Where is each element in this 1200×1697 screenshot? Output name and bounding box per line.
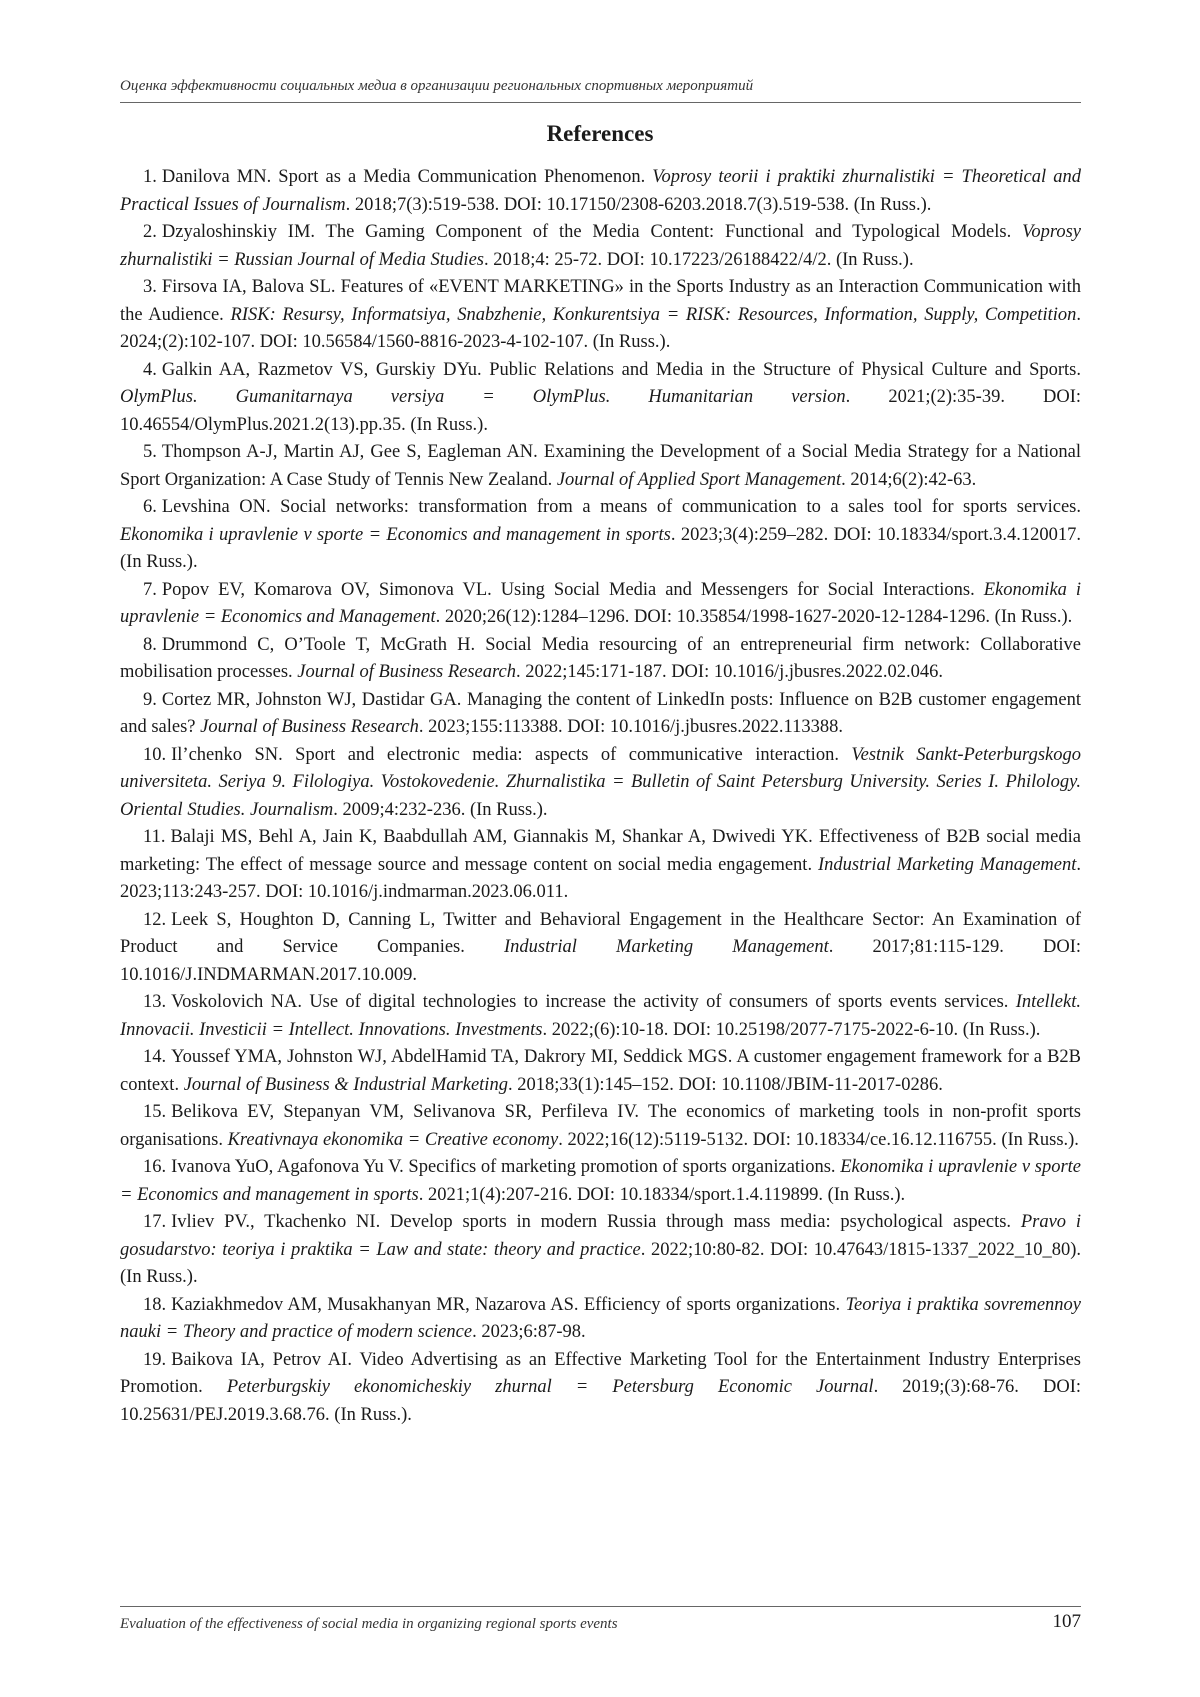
reference-details: . 2014;6(2):42-63. [841, 469, 977, 490]
reference-number: 4. [143, 359, 157, 380]
reference-journal: Teoriya i praktika sovremennoy nauki = Theory and practice of modern science [120, 1294, 1081, 1342]
reference-authors-title: Youssef YMA, Johnston WJ, AbdelHamid TA, Dakrory MI, Seddick MGS. A customer engagement framework for a B2B context. [120, 1047, 1081, 1095]
reference-journal: Pravo i gosudarstvo: teoriya i praktika = Law and state: theory and practice [120, 1212, 1081, 1260]
reference-item [120, 687, 1081, 742]
reference-details: . 2018;4: 25-72. DOI: 10.17223/26188422/4/2. (In Russ.). [483, 249, 914, 270]
reference-journal: Voprosy teorii i praktiki zhurnalistiki = Theoretical and Practical Issues of Journalism [120, 167, 1081, 215]
reference-number: 9. [143, 689, 157, 710]
reference-item [120, 357, 1081, 440]
reference-item [120, 577, 1081, 632]
reference-details: . 2020;26(12):1284–1296. DOI: 10.35854/1998-1627-2020-12-1284-1296. (In Russ.). [435, 607, 1073, 627]
reference-item [120, 1347, 1081, 1430]
reference-item [120, 219, 1081, 274]
reference-number: 6. [143, 497, 157, 517]
reference-authors-title: Dzyaloshinskiy IM. The Gaming Component of the Media Content: Functional and Typological Models. [161, 222, 1023, 242]
reference-number: 19. [143, 1349, 167, 1370]
reference-authors-title: Leek S, Houghton D, Canning L, Twitter and Behavioral Engagement in the Healthcare Sector: An Examination of Product and Service Companies. [120, 909, 1081, 957]
reference-list [120, 164, 1081, 1429]
reference-journal: Peterburgskiy ekonomicheskiy zhurnal = Petersburg Economic Journal [226, 1377, 874, 1397]
reference-authors-title: Voskolovich NA. Use of digital technologies to increase the activity of consumers of sports events services. [171, 992, 1016, 1012]
reference-number: 18. [143, 1294, 167, 1315]
reference-details: . 2021;1(4):207-216. DOI: 10.18334/sport.1.4.119899. (In Russ.). [418, 1184, 906, 1205]
reference-authors-title: Firsova IA, Balova SL. Features of «EVENT MARKETING» in the Sports Industry as an Interaction Communication with the Audience. [120, 277, 1081, 325]
reference-authors-title: Danilova MN. Sport as a Media Communication Phenomenon. [161, 167, 653, 187]
reference-details: . 2022;10:80-82. DOI: 10.47643/1815-1337_2022_10_80). (In Russ.). [120, 1239, 1081, 1287]
reference-item [120, 494, 1081, 577]
page-footer [120, 1606, 1081, 1633]
reference-authors-title: Ivanova YuO, Agafonova Yu V. Specifics of marketing promotion of sports organizations. [171, 1157, 841, 1177]
reference-journal: Kreativnaya ekonomika = Creative economy [227, 1129, 559, 1150]
reference-number: 1. [143, 167, 157, 187]
reference-authors-title: Galkin AA, Razmetov VS, Gurskiy DYu. Public Relations and Media in the Structure of Physical Culture and Sports. [161, 359, 1081, 380]
reference-details: . 2017;81:115-129. DOI: 10.1016/J.INDMARMAN.2017.10.009. [120, 937, 1081, 985]
reference-details: . 2022;(6):10-18. DOI: 10.25198/2077-7175-2022-6-10. (In Russ.). [542, 1019, 1041, 1040]
reference-authors-title: Cortez MR, Johnston WJ, Dastidar GA. Managing the content of LinkedIn posts: Influence on B2B customer engagement and sales? [120, 689, 1081, 737]
reference-authors-title: Thompson A-J, Martin AJ, Gee S, Eagleman AN. Examining the Development of a Social Media Strategy for a National Sport Organization: A Case Study of Tennis New Zealand. [120, 442, 1081, 490]
reference-journal: Vestnik Sankt-Peterburgskogo universiteta. Seriya 9. Filologiya. Vostokovedenie. Zhurnalistika = Bulletin of Saint Petersburg University. Series I. Philology. Oriental Studies. Journalism [120, 744, 1081, 820]
reference-details: . 2022;16(12):5119-5132. DOI: 10.18334/ce.16.12.116755. (In Russ.). [558, 1129, 1079, 1150]
reference-number: 16. [143, 1157, 167, 1177]
reference-authors-title: Il’chenko SN. Sport and electronic media: aspects of communicative interaction. [171, 744, 852, 765]
reference-details: . 2022;145:171-187. DOI: 10.1016/j.jbusres.2022.02.046. [516, 662, 944, 682]
reference-number: 7. [143, 579, 157, 600]
reference-item [120, 1292, 1081, 1347]
reference-authors-title: Belikova EV, Stepanyan VM, Selivanova SR, Perfileva IV. The economics of marketing tools in non-profit sports organisations. [120, 1102, 1081, 1150]
reference-item [120, 1209, 1081, 1292]
reference-journal: Journal of Business Research [200, 717, 419, 737]
reference-item [120, 274, 1081, 357]
page-number: 107 [1052, 1611, 1081, 1632]
reference-authors-title: Popov EV, Komarova OV, Simonova VL. Using Social Media and Messengers for Social Interactions. [161, 579, 984, 600]
reference-details: . 2023;155:113388. DOI: 10.1016/j.jbusres.2022.113388. [418, 717, 843, 737]
reference-journal: Journal of Business Research [297, 662, 516, 682]
reference-journal: Industrial Marketing Management [503, 937, 829, 957]
reference-number: 10. [143, 744, 167, 765]
reference-authors-title: Drummond C, O’Toole T, McGrath H. Social Media resourcing of an entrepreneurial firm network: Collaborative mobilisation processes. [120, 634, 1081, 682]
reference-details: . 2018;33(1):145–152. DOI: 10.1108/JBIM-11-2017-0286. [507, 1074, 943, 1095]
reference-details: . 2021;(2):35-39. DOI: 10.46554/OlymPlus.2021.2(13).pp.35. (In Russ.). [120, 387, 1081, 435]
reference-item [120, 742, 1081, 825]
reference-authors-title: Ivliev PV., Tkachenko NI. Develop sports in modern Russia through mass media: psychological aspects. [171, 1212, 1021, 1232]
reference-journal: Ekonomika i upravlenie v sporte = Economics and management in sports [120, 524, 671, 545]
reference-number: 14. [143, 1047, 167, 1067]
reference-journal: RISK: Resursy, Informatsiya, Snabzhenie, Konkurentsiya = RISK: Resources, Information, Supply, Competition [230, 304, 1077, 325]
reference-journal: Industrial Marketing Management [817, 854, 1077, 875]
reference-journal: Ekonomika i upravlenie = Economics and Management [120, 579, 1081, 627]
reference-item [120, 907, 1081, 990]
reference-item [120, 824, 1081, 907]
reference-journal: Voprosy zhurnalistiki = Russian Journal of Media Studies [120, 222, 1081, 270]
reference-number: 2. [143, 222, 157, 242]
reference-authors-title: Levshina ON. Social networks: transformation from a means of communication to a sales tool for sports services. [161, 497, 1081, 517]
reference-journal: OlymPlus. Gumanitarnaya versiya = OlymPlus. Humanitarian version [120, 387, 846, 407]
reference-details: . 2023;113:243-257. DOI: 10.1016/j.indmarman.2023.06.011. [120, 854, 1081, 902]
section-title: References [546, 121, 654, 146]
running-header: Оценка эффективности социальных медиа в организации региональных спортивных мероприятий [120, 78, 1081, 103]
reference-journal: Journal of Business & Industrial Marketing [183, 1074, 508, 1095]
reference-item [120, 1044, 1081, 1099]
reference-item [120, 439, 1081, 494]
reference-number: 12. [143, 909, 167, 930]
reference-item [120, 989, 1081, 1044]
reference-authors-title: Balaji MS, Behl A, Jain K, Baabdullah AM, Giannakis M, Shankar A, Dwivedi YK. Effectiveness of B2B social media marketing: The effect of message source and message content on social media engagement. [120, 827, 1081, 875]
reference-details: . 2023;3(4):259–282. DOI: 10.18334/sport.3.4.120017. (In Russ.). [120, 524, 1081, 572]
running-header-block [120, 78, 1081, 103]
reference-item [120, 1154, 1081, 1209]
reference-number: 11. [143, 827, 166, 847]
reference-item [120, 1099, 1081, 1154]
reference-number: 8. [143, 634, 157, 655]
reference-number: 13. [143, 992, 167, 1012]
footer-title: Evaluation of the effectiveness of social media in organizing regional sports events [120, 1616, 618, 1632]
reference-details: . 2023;6:87-98. [472, 1322, 586, 1342]
reference-details: . 2009;4:232-236. (In Russ.). [333, 799, 548, 820]
reference-details: . 2019;(3):68-76. DOI: 10.25631/PEJ.2019.3.68.76. (In Russ.). [120, 1377, 1081, 1425]
reference-journal: Journal of Applied Sport Management [556, 469, 842, 490]
reference-number: 15. [143, 1102, 167, 1122]
reference-authors-title: Kaziakhmedov AM, Musakhanyan MR, Nazarova AS. Efficiency of sports organizations. [171, 1294, 846, 1315]
reference-item [120, 632, 1081, 687]
reference-details: . 2024;(2):102-107. DOI: 10.56584/1560-8816-2023-4-102-107. (In Russ.). [120, 304, 1081, 352]
reference-journal: Intellekt. Innovacii. Investicii = Intellect. Innovations. Investments [120, 992, 1081, 1040]
reference-number: 5. [143, 442, 157, 462]
reference-number: 17. [143, 1212, 167, 1232]
reference-journal: Ekonomika i upravlenie v sporte = Economics and management in sports [120, 1157, 1081, 1205]
reference-details: . 2018;7(3):519-538. DOI: 10.17150/2308-6203.2018.7(3).519-538. (In Russ.). [345, 194, 932, 215]
reference-item [120, 164, 1081, 219]
reference-authors-title: Baikova IA, Petrov AI. Video Advertising as an Effective Marketing Tool for the Entertainment Industry Enterprises Promotion. [120, 1349, 1081, 1397]
reference-number: 3. [143, 277, 157, 297]
